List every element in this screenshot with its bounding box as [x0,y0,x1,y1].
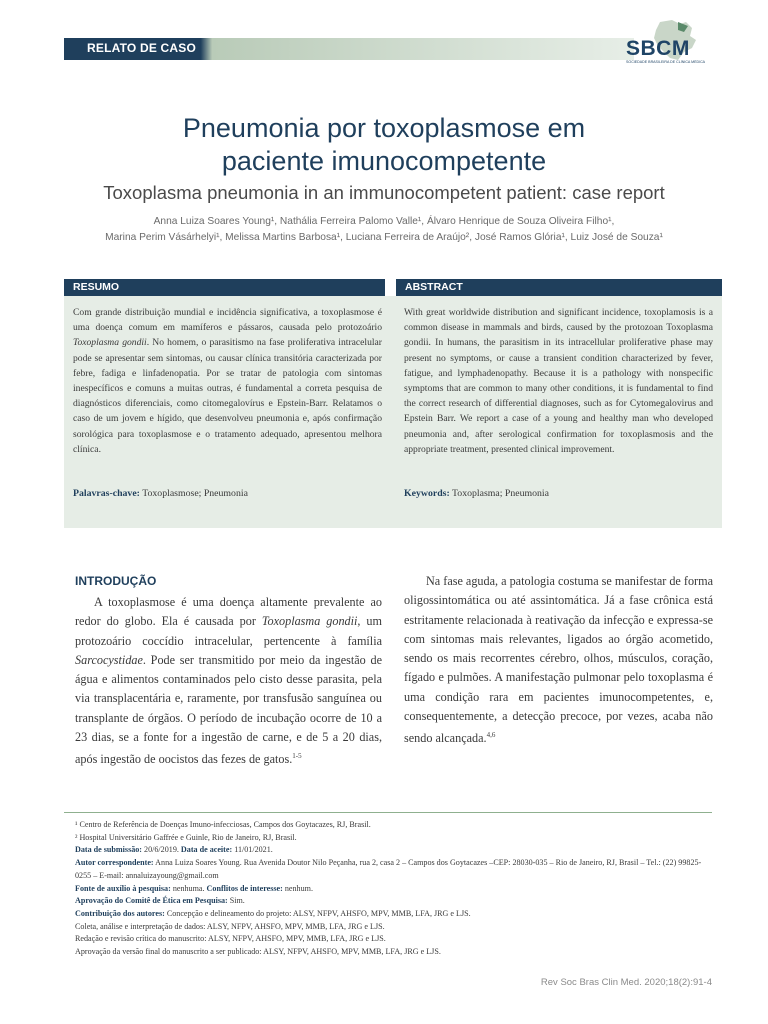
resumo-heading: RESUMO [64,279,385,296]
resumo-text-part: Com grande distribuição mundial e incidência significativa, a toxoplasmose é uma doença comum em mamíferos e pássaros, causada pelo protozoário [73,307,382,334]
intro-paragraph-2 [404,572,713,749]
abstract-keywords [404,488,549,499]
resumo-keywords [73,488,248,499]
contributions-3: Redação e revisão crítica do manuscrito: ALSY, NFPV, AHSFO, MPV, MMB, LFA, JRG e LJS. [75,934,386,944]
authors-line-2: Marina Perim Vásárhelyi¹, Melissa Martins Barbosa¹, Luciana Ferreira de Araújo², José Ramos Glória¹, Luiz José de Souza¹ [105,232,663,243]
keywords-label: Palavras-chave: [73,488,140,499]
contributions [75,908,715,921]
authors-line-1: Anna Luiza Soares Young¹, Nathália Ferreira Palomo Valle¹, Álvaro Henrique de Souza Oliveira Filho¹, [153,216,615,227]
organism-name: Toxoplasma gondii [261,614,358,629]
reference-marker: 1-5 [292,752,302,761]
intro-heading: INTRODUÇÃO [75,574,157,588]
label: Data de submissão: [75,845,143,855]
label: Data de aceite: [180,845,233,855]
family-name: Sarcocystidae [75,652,143,667]
keywords-value: Toxoplasma; Pneumonia [449,488,549,499]
logo-subtitle: SOCIEDADE BRASILEIRA DE CLÍNICA MÉDICA [626,60,706,64]
funding [75,883,715,896]
resumo-text [73,305,382,457]
footnote-divider [64,812,712,813]
label: Autor correspondente: [75,858,154,868]
affiliation-1: ¹ Centro de Referência de Doenças Imuno-infecciosas, Campos dos Goytacazes, RJ, Brasil. [75,820,371,829]
dates [75,844,715,857]
intro-paragraph-1 [75,593,382,770]
value: nenhum. [282,883,313,893]
paragraph-text: . Pode ser transmitido por meio da ingestão de água e alimentos contaminados pelo cisto desse parasita, pela via transplacentária e, raramente, por transfusão sanguínea ou transplante de órgãos. O período de incubação ocorre de 10 a 23 dias, se a fonte for a ingestão de carne, e de 5 a 20 dias, após ingestão de oocistos das fezes de gatos. [75,652,382,767]
affiliation-2: ² Hospital Universitário Gaffrée e Guinle, Rio de Janeiro, RJ, Brasil. [75,832,297,842]
section-label: RELATO DE CASO [87,41,197,55]
label: Conflitos de interesse: [206,883,283,893]
paragraph-text: , um protozoário coccídio intracelular, pertencente à família [75,614,382,648]
paragraph-text: A toxoplasmose é uma doença altamente prevalente ao redor do globo. Ela é causada por [75,595,382,629]
article-title-line-1: Pneumonia por toxoplasmose em [182,113,586,143]
corresponding-author [75,857,715,882]
keywords-value: Toxoplasmose; Pneumonia [139,488,248,499]
value: nenhuma. [170,883,207,893]
resumo-text-part: . No homem, o parasitismo na fase proliferativa intracelular pode se apresentar sem sintomas, ou causar clínica transitória caracterizada por febre, fadiga e linfadenopatia. Por se tratar de patologia com sintomas inespecíficos e comuns a muitas outras, é fundamental a correta pesquisa de diagnósticos diferenciais, como citomegalovírus e Epstein-Barr. Relatamos o caso de um jovem e hígido, que desenvolveu pneumonia e, após confirmação sorológica para toxoplasmose e o tratamento adequado, apresentou melhora clínica. [73,337,382,455]
reference-marker: 4,6 [486,731,496,740]
article-title-line-2: paciente imunocompetente [221,146,547,176]
value: 20/6/2019. [142,845,181,855]
contributions-4: Aprovação da versão final do manuscrito a ser publicado: ALSY, NFPV, AHSFO, MPV, MMB, LFA, JRG e LJS. [75,947,441,957]
keywords-label: Keywords: [404,488,450,499]
abstract-heading: ABSTRACT [396,279,722,296]
resumo-organism: Toxoplasma gondii [73,337,147,349]
value: Sim. [227,896,245,906]
label: Contribuição dos autores: [75,908,165,918]
article-subtitle: Toxoplasma pneumonia in an immunocompetent patient: case report [103,182,665,203]
footnotes [75,819,715,959]
value: Concepção e delineamento do projeto: ALSY, NFPV, AHSFO, MPV, MMB, LFA, JRG e LJS. [164,908,471,918]
value: Anna Luiza Soares Young. Rua Avenida Doutor Nilo Peçanha, rua 2, casa 2 – Campos dos Goytacazes –CEP: 28030-035 – Rio de Janeiro, RJ, Brasil – Tel.: (22) 99825-0255 – E-mail: annaluizayoung@gmail.com [75,858,702,880]
contributions-2: Coleta, análise e interpretação de dados: ALSY, NFPV, AHSFO, MPV, MMB, LFA, JRG e LJS. [75,921,385,931]
label: Aprovação do Comitê de Ética em Pesquisa: [75,896,228,906]
abstract-text: With great worldwide distribution and significant incidence, toxoplamosis is a common disease in mammals and birds, caused by the protozoan Toxoplasma gondii. In humans, the parasitism in its intracellular proliferative phase may present no symptoms, or cause a transient condition characterized by fever, fatigue, and lymphadenopathy. Because it is a pathology with nonspecific symptoms that are common to many other conditions, it is fundamental to find the correct research of differential diagnoses, such as for Cytomegalovirus and Epstein Barr. We report a case of a young and healthy man who developed pneumonia and, after serological confirmation for toxoplasmosis and the appropriate treatment, presented clinical improvement. [404,307,713,455]
logo-text: SBCM [626,37,690,60]
value: 11/01/2021. [232,845,273,855]
ethics [75,895,715,908]
journal-citation: Rev Soc Bras Clin Med. 2020;18(2):91-4 [540,977,712,988]
paragraph-text: Na fase aguda, a patologia costuma se manifestar de forma oligossintomática ou até assintomática. Já a fase crônica está estritamente relacionada à reativação da infecção e expressa-se com sintomas mais relevantes, ligados ao órgão acometido, sendo os mais recorrentes cérebro, olhos, músculos, coração, fígado e pulmões. A manifestação pulmonar pelo toxoplasma é uma condição rara em pacientes imunocompetentes, e, consequentemente, a detecção precoce, por vezes, acaba não sendo alcançada. [404,574,713,746]
label: Fonte de auxílio à pesquisa: [75,883,171,893]
